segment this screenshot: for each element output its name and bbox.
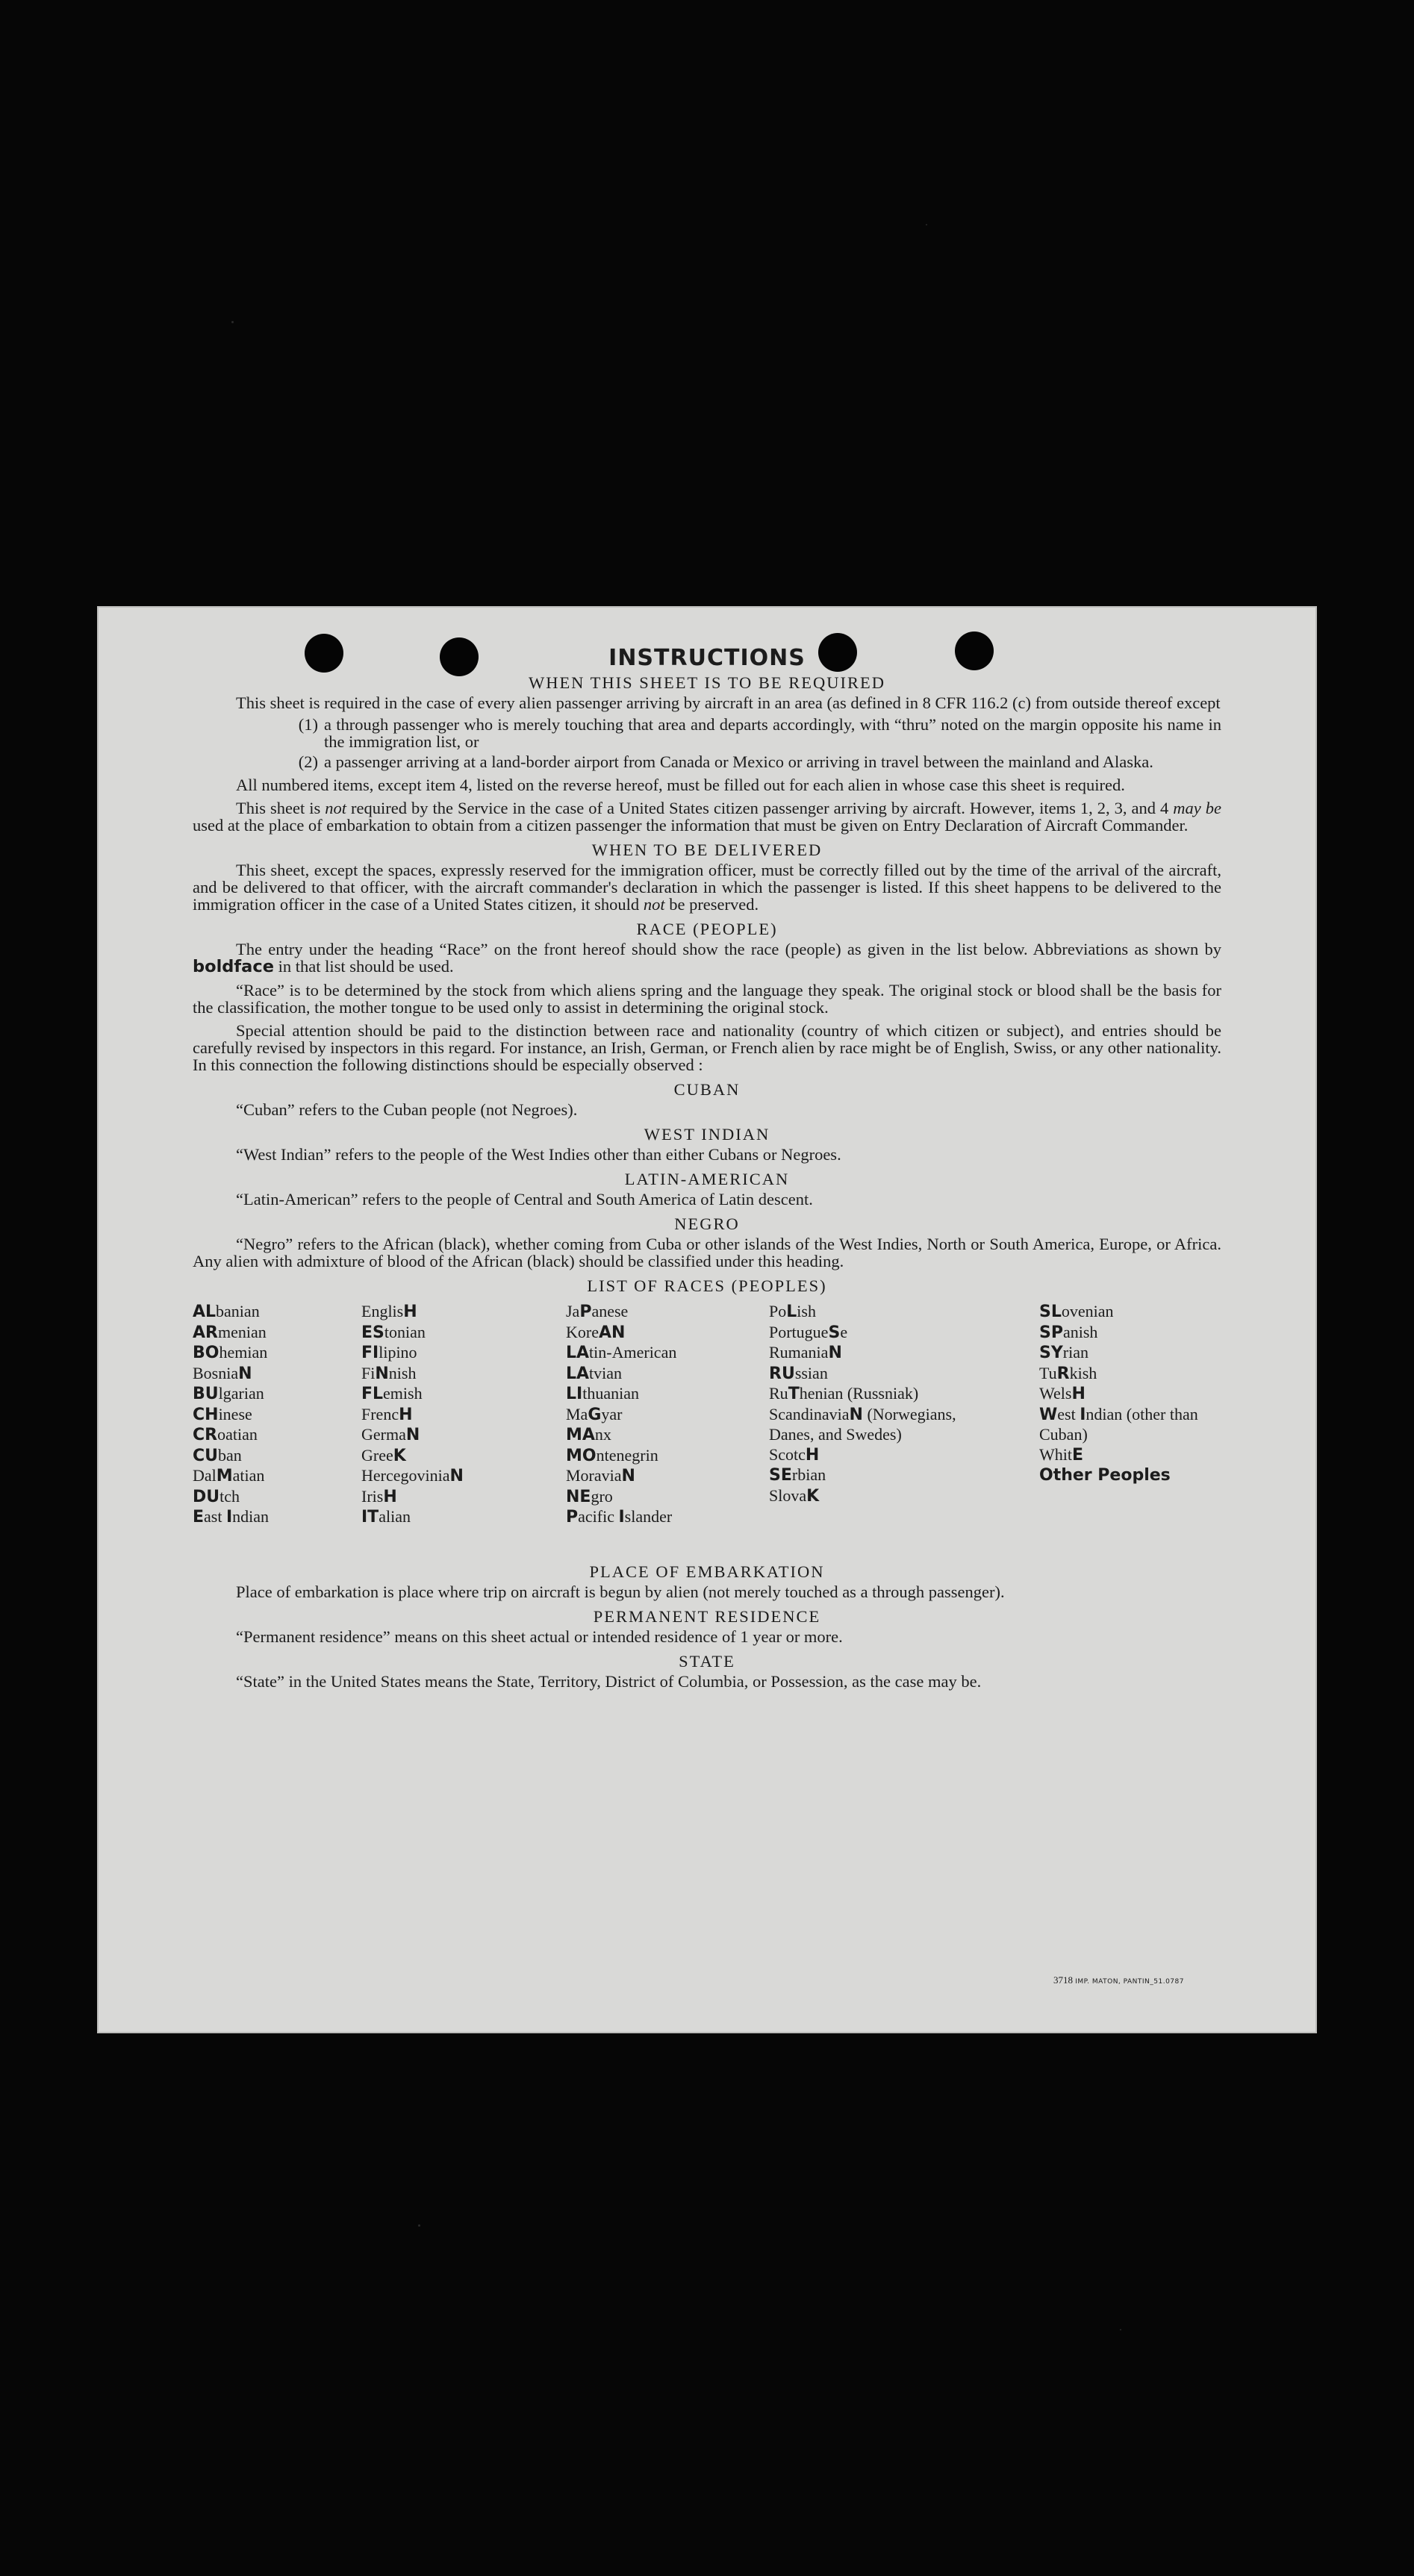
- race-entry: [566, 1343, 760, 1364]
- race-entry: [566, 1425, 760, 1446]
- race-abbreviation: BO: [193, 1344, 219, 1362]
- race-entry: [1039, 1343, 1221, 1364]
- text-span: The entry under the heading “Race” on the front hereof should show the race (people) as given in the list below. Abbreviations as shown by: [236, 940, 1221, 958]
- race-abbreviation: N: [611, 1323, 626, 1342]
- race-name-part: inese: [218, 1404, 252, 1423]
- race-abbreviation: AL: [193, 1303, 217, 1321]
- race-name-part: hemian: [219, 1343, 268, 1362]
- race-abbreviation: NE: [566, 1487, 591, 1506]
- race-abbreviation: H: [399, 1405, 413, 1424]
- races-list: [193, 1302, 1221, 1556]
- race-abbreviation: N: [238, 1364, 252, 1383]
- text-span: This sheet is: [236, 799, 326, 817]
- dust-speck: [231, 321, 234, 323]
- exception-number: (1): [298, 715, 318, 734]
- race-abbreviation: S: [828, 1323, 841, 1342]
- race-name-part: atian: [232, 1466, 265, 1485]
- race-abbreviation: E: [193, 1508, 205, 1526]
- race-entry: [566, 1323, 760, 1344]
- race-abbreviation: W: [1039, 1405, 1058, 1424]
- race-name-part: Dal: [193, 1466, 217, 1485]
- race-abbreviation: N: [828, 1344, 842, 1362]
- exception-item: [193, 716, 1221, 750]
- race-entry: [769, 1343, 993, 1364]
- form-footer: [1053, 1974, 1184, 1986]
- emphasis-may-be: may be: [1173, 799, 1221, 817]
- race-name-part: ish: [797, 1302, 816, 1320]
- race-name-part: henian (Russniak): [799, 1384, 919, 1403]
- dust-speck: [1120, 2329, 1121, 2330]
- dust-speck: [418, 2224, 420, 2227]
- race-entry: [193, 1446, 357, 1467]
- race-abbreviation: CU: [193, 1446, 219, 1465]
- race-name-part: Fi: [361, 1363, 376, 1382]
- exception-item: [193, 753, 1221, 770]
- race-name-part: Scandinavia: [769, 1404, 850, 1423]
- race-entry: [193, 1323, 357, 1344]
- race-entry: [193, 1487, 357, 1508]
- heading-negro: NEGRO: [674, 1214, 740, 1233]
- race-entry: [361, 1405, 555, 1426]
- race-name-part: (Norwegians, Danes, and Swedes): [769, 1404, 956, 1444]
- state-text: “State” in the United States means the State, Territory, District of Columbia, or Possession, as the case may be.: [236, 1672, 982, 1691]
- race-abbreviation: FI: [361, 1344, 379, 1362]
- race-paragraph: [193, 941, 1221, 976]
- race-abbreviation: SE: [769, 1466, 792, 1485]
- race-abbreviation: H: [383, 1487, 397, 1506]
- race-abbreviation: A: [598, 1323, 612, 1342]
- race-entry: [566, 1487, 760, 1508]
- race-abbreviation: I: [1080, 1405, 1086, 1424]
- race-abbreviation: G: [588, 1405, 602, 1424]
- race-stock-paragraph: “Race” is to be determined by the stock from which aliens spring and the language they speak. The original stock or blood shall be the basis for the classification, the mother tongue to be used only to assist in determining the original stock.: [193, 981, 1221, 1017]
- race-entry: [566, 1302, 760, 1323]
- races-column-1: [193, 1302, 357, 1528]
- race-entry: [193, 1343, 357, 1364]
- race-entry: [1039, 1302, 1221, 1323]
- text-span: This sheet, except the spaces, expressly reserved for the immigration officer, must be correctly filled out by the time of the arrival of the aircraft, and be delivered to that officer, with the aircraft commander's declaration in which the passenger is listed. If this sheet happens to be delivered to the immigration officer in the case of a United States citizen, it should: [193, 861, 1221, 914]
- race-abbreviation: E: [1072, 1445, 1084, 1465]
- race-abbreviation: K: [393, 1446, 406, 1465]
- race-entry: [361, 1487, 555, 1508]
- numbered-items-paragraph: All numbered items, except item 4, listed on the reverse hereof, must be filled out for each alien in whose case this sheet is required.: [236, 776, 1125, 794]
- race-abbreviation: DU: [193, 1487, 220, 1506]
- race-name-part: tvian: [589, 1363, 623, 1382]
- race-abbreviation: H: [403, 1303, 417, 1321]
- race-name-part: rbian: [791, 1465, 826, 1484]
- race-entry: [769, 1486, 993, 1507]
- race-entry: [769, 1323, 993, 1344]
- race-entry: [566, 1364, 760, 1385]
- race-name-part: Wels: [1039, 1384, 1072, 1403]
- race-name-part: ndian: [232, 1507, 270, 1526]
- race-name-part: Slova: [769, 1485, 807, 1505]
- race-abbreviation: Other Peoples: [1039, 1466, 1171, 1485]
- race-entry: [566, 1384, 760, 1405]
- race-name-part: Englis: [361, 1302, 404, 1320]
- race-entry: [361, 1343, 555, 1364]
- race-entry: [1039, 1323, 1221, 1344]
- race-name-part: rian: [1062, 1343, 1088, 1362]
- race-entry: [566, 1405, 760, 1426]
- race-name-part: ndian (other than Cuban): [1039, 1404, 1198, 1444]
- race-abbreviation: MA: [566, 1426, 595, 1444]
- race-name-part: Whit: [1039, 1444, 1072, 1464]
- race-abbreviation: T: [788, 1385, 800, 1403]
- race-entry: [769, 1364, 993, 1385]
- text-span: required by the Service in the case of a United States citizen passenger arriving by aircraft. However, items 1, 2, 3, and 4: [346, 799, 1174, 817]
- race-abbreviation: SL: [1039, 1303, 1062, 1321]
- race-abbreviation: I: [618, 1508, 625, 1526]
- printer-imprint: IMP. MATON, PANTIN_51.0787: [1075, 1978, 1184, 1986]
- race-entry: [361, 1323, 555, 1344]
- heading-list-of-races: LIST OF RACES (PEOPLES): [587, 1276, 827, 1295]
- race-entry: [566, 1446, 760, 1467]
- exception-text: a passenger arriving at a land-border airport from Canada or Mexico or arriving in travel between the mainland and Alaska.: [324, 752, 1153, 771]
- race-abbreviation: P: [579, 1303, 592, 1321]
- race-abbreviation: K: [806, 1486, 820, 1506]
- race-abbreviation: M: [216, 1467, 233, 1485]
- race-name-part: Ru: [769, 1384, 788, 1403]
- race-name-part: thuanian: [582, 1384, 639, 1403]
- race-name-part: oatian: [217, 1425, 258, 1444]
- race-name-part: Ja: [566, 1302, 580, 1320]
- race-abbreviation: LA: [566, 1364, 590, 1383]
- race-name-part: lipino: [379, 1343, 417, 1362]
- heading-embarkation: PLACE OF EMBARKATION: [589, 1562, 825, 1581]
- race-name-part: ovenian: [1061, 1302, 1114, 1320]
- race-name-part: Po: [769, 1302, 787, 1320]
- race-name-part: Iris: [361, 1486, 384, 1506]
- race-abbreviation: SY: [1039, 1344, 1063, 1362]
- race-entry: [1039, 1445, 1221, 1466]
- heading-state: STATE: [679, 1652, 735, 1671]
- race-name-part: anish: [1062, 1322, 1098, 1341]
- heading-when-delivered: WHEN TO BE DELIVERED: [591, 841, 823, 859]
- heading-permanent-residence: PERMANENT RESIDENCE: [593, 1607, 821, 1626]
- race-name-part: Frenc: [361, 1404, 399, 1423]
- race-entry: [193, 1302, 357, 1323]
- race-name-part: ast: [204, 1507, 226, 1526]
- race-entry: [193, 1507, 357, 1528]
- race-abbreviation: N: [405, 1426, 420, 1444]
- race-abbreviation: FL: [361, 1385, 384, 1403]
- race-name-part: Kore: [566, 1322, 599, 1341]
- race-name-part: ntenegrin: [596, 1445, 658, 1465]
- race-abbreviation: BU: [193, 1385, 219, 1403]
- races-column-3: [566, 1302, 760, 1528]
- exception-list: [193, 716, 1221, 770]
- race-name-part: yar: [601, 1404, 623, 1423]
- race-entry: [769, 1384, 993, 1405]
- race-name-part: alian: [379, 1507, 411, 1526]
- race-entry: [1039, 1384, 1221, 1405]
- race-entry: [1039, 1465, 1221, 1486]
- race-name-part: Germa: [361, 1425, 406, 1444]
- race-name-part: emish: [383, 1384, 423, 1403]
- residence-text: “Permanent residence” means on this sheet actual or intended residence of 1 year or more.: [236, 1627, 843, 1646]
- text-span: be preserved.: [664, 895, 759, 914]
- race-name-part: Gree: [361, 1445, 393, 1465]
- race-abbreviation: N: [621, 1467, 635, 1485]
- race-entry: [361, 1466, 555, 1487]
- exception-number: (2): [298, 752, 318, 771]
- race-abbreviation: MO: [566, 1446, 597, 1465]
- race-name-part: anese: [591, 1302, 629, 1320]
- race-entry: [769, 1302, 993, 1323]
- race-abbreviation: P: [566, 1508, 579, 1526]
- race-name-part: tin-American: [589, 1343, 677, 1362]
- race-entry: [1039, 1364, 1221, 1385]
- race-abbreviation: H: [1071, 1385, 1086, 1403]
- heading-when-required: WHEN THIS SHEET IS TO BE REQUIRED: [528, 673, 886, 692]
- race-name-part: menian: [217, 1322, 267, 1341]
- race-name-part: est: [1057, 1404, 1080, 1423]
- citizen-paragraph: [193, 799, 1221, 834]
- heading-latin-american: LATIN-AMERICAN: [624, 1170, 790, 1188]
- heading-race: RACE (PEOPLE): [636, 920, 778, 938]
- race-abbreviation: LI: [566, 1385, 583, 1403]
- west-indian-text: “West Indian” refers to the people of the West Indies other than either Cubans or Negroes.: [236, 1145, 841, 1164]
- races-column-5: [1039, 1302, 1221, 1486]
- race-abbreviation: CR: [193, 1426, 218, 1444]
- race-name-part: Bosnia: [193, 1363, 239, 1382]
- race-name-part: nx: [594, 1425, 611, 1444]
- when-required-paragraph: This sheet is required in the case of every alien passenger arriving by aircraft in an area (as defined in 8 CFR 116.2 (c) from outside thereof except: [236, 693, 1221, 712]
- race-abbreviation: N: [449, 1467, 464, 1485]
- text-span: used at the place of embarkation to obtain from a citizen passenger the information that must be given on Entry Declaration of Aircraft Commander.: [193, 816, 1189, 835]
- race-name-part: tch: [219, 1486, 240, 1506]
- text-span: in that list should be used.: [273, 957, 454, 976]
- race-abbreviation: RU: [769, 1364, 795, 1383]
- race-abbreviation: R: [1056, 1364, 1070, 1383]
- delivered-paragraph: [193, 861, 1221, 913]
- race-abbreviation: N: [375, 1364, 389, 1383]
- race-name-part: Scotc: [769, 1444, 806, 1464]
- races-column-4: [769, 1302, 993, 1506]
- emphasis-not: not: [643, 895, 665, 914]
- form-number: 3718: [1053, 1974, 1073, 1986]
- race-name-part: Tu: [1039, 1363, 1057, 1382]
- race-entry: [361, 1446, 555, 1467]
- race-abbreviation: AR: [193, 1323, 218, 1342]
- race-name-part: tonian: [384, 1322, 426, 1341]
- race-name-part: e: [840, 1322, 848, 1341]
- heading-west-indian: WEST INDIAN: [644, 1125, 770, 1144]
- race-abbreviation: ES: [361, 1323, 384, 1342]
- race-entry: [361, 1507, 555, 1528]
- race-name-part: gro: [591, 1486, 613, 1506]
- race-name-part: ban: [218, 1445, 242, 1465]
- instructions-content: [193, 645, 1221, 1691]
- dust-speck: [926, 224, 927, 225]
- race-abbreviation: SP: [1039, 1323, 1063, 1342]
- race-entry: [566, 1507, 760, 1528]
- race-name-part: slander: [624, 1507, 673, 1526]
- exception-text: a through passenger who is merely touching that area and departs accordingly, with “thru” noted on the margin opposite his name in the immigration list, or: [324, 715, 1221, 751]
- race-name-part: acific: [578, 1507, 619, 1526]
- race-abbreviation: L: [786, 1303, 797, 1321]
- race-entry: [1039, 1405, 1221, 1445]
- race-entry: [361, 1425, 555, 1446]
- race-entry: [769, 1465, 993, 1486]
- race-entry: [361, 1302, 555, 1323]
- races-column-2: [361, 1302, 555, 1528]
- race-name-part: Ma: [566, 1404, 588, 1423]
- race-abbreviation: LA: [566, 1344, 590, 1362]
- race-name-part: Rumania: [769, 1343, 829, 1362]
- embarkation-text: Place of embarkation is place where trip on aircraft is begun by alien (not merely touched as a through passenger).: [236, 1582, 1005, 1601]
- race-entry: [361, 1384, 555, 1405]
- race-entry: [769, 1405, 993, 1445]
- race-entry: [193, 1405, 357, 1426]
- race-entry: [361, 1364, 555, 1385]
- race-entry: [193, 1425, 357, 1446]
- cuban-text: “Cuban” refers to the Cuban people (not Negroes).: [236, 1100, 578, 1119]
- race-entry: [769, 1445, 993, 1466]
- race-abbreviation: CH: [193, 1405, 219, 1424]
- race-entry: [193, 1384, 357, 1405]
- negro-text: “Negro” refers to the African (black), whether coming from Cuba or other islands of the West Indies, North or South America, Europe, or Africa. Any alien with admixture of blood of the African (black) should be classified under this heading.: [193, 1235, 1221, 1270]
- race-entry: [193, 1466, 357, 1487]
- emphasis-not: not: [325, 799, 347, 817]
- race-name-part: banian: [216, 1302, 260, 1320]
- heading-cuban: CUBAN: [673, 1080, 741, 1099]
- latin-american-text: “Latin-American” refers to the people of Central and South America of Latin descent.: [236, 1190, 813, 1209]
- race-name-part: Portugue: [769, 1322, 829, 1341]
- race-name-part: ssian: [794, 1363, 828, 1382]
- race-abbreviation: H: [805, 1445, 820, 1465]
- race-name-part: Moravia: [566, 1466, 622, 1485]
- boldface-word: boldface: [193, 957, 274, 976]
- race-name-part: Hercegovinia: [361, 1466, 450, 1485]
- race-abbreviation: I: [225, 1508, 233, 1526]
- race-name-part: kish: [1069, 1363, 1097, 1382]
- race-name-part: nish: [388, 1363, 417, 1382]
- race-abbreviation: IT: [361, 1508, 379, 1526]
- race-nationality-paragraph: Special attention should be paid to the distinction between race and nationality (country of which citizen or subject), and entries should be carefully revised by inspectors in this regard. For instance, an Irish, German, or French alien by race might be of English, Swiss, or any other nationality. In this connection the following distinctions should be especially observed :: [193, 1021, 1221, 1074]
- race-abbreviation: N: [849, 1405, 863, 1424]
- race-entry: [193, 1364, 357, 1385]
- race-name-part: lgarian: [218, 1384, 264, 1403]
- page-title: INSTRUCTIONS: [608, 645, 806, 671]
- race-entry: [566, 1466, 760, 1487]
- instruction-sheet: [97, 606, 1317, 2033]
